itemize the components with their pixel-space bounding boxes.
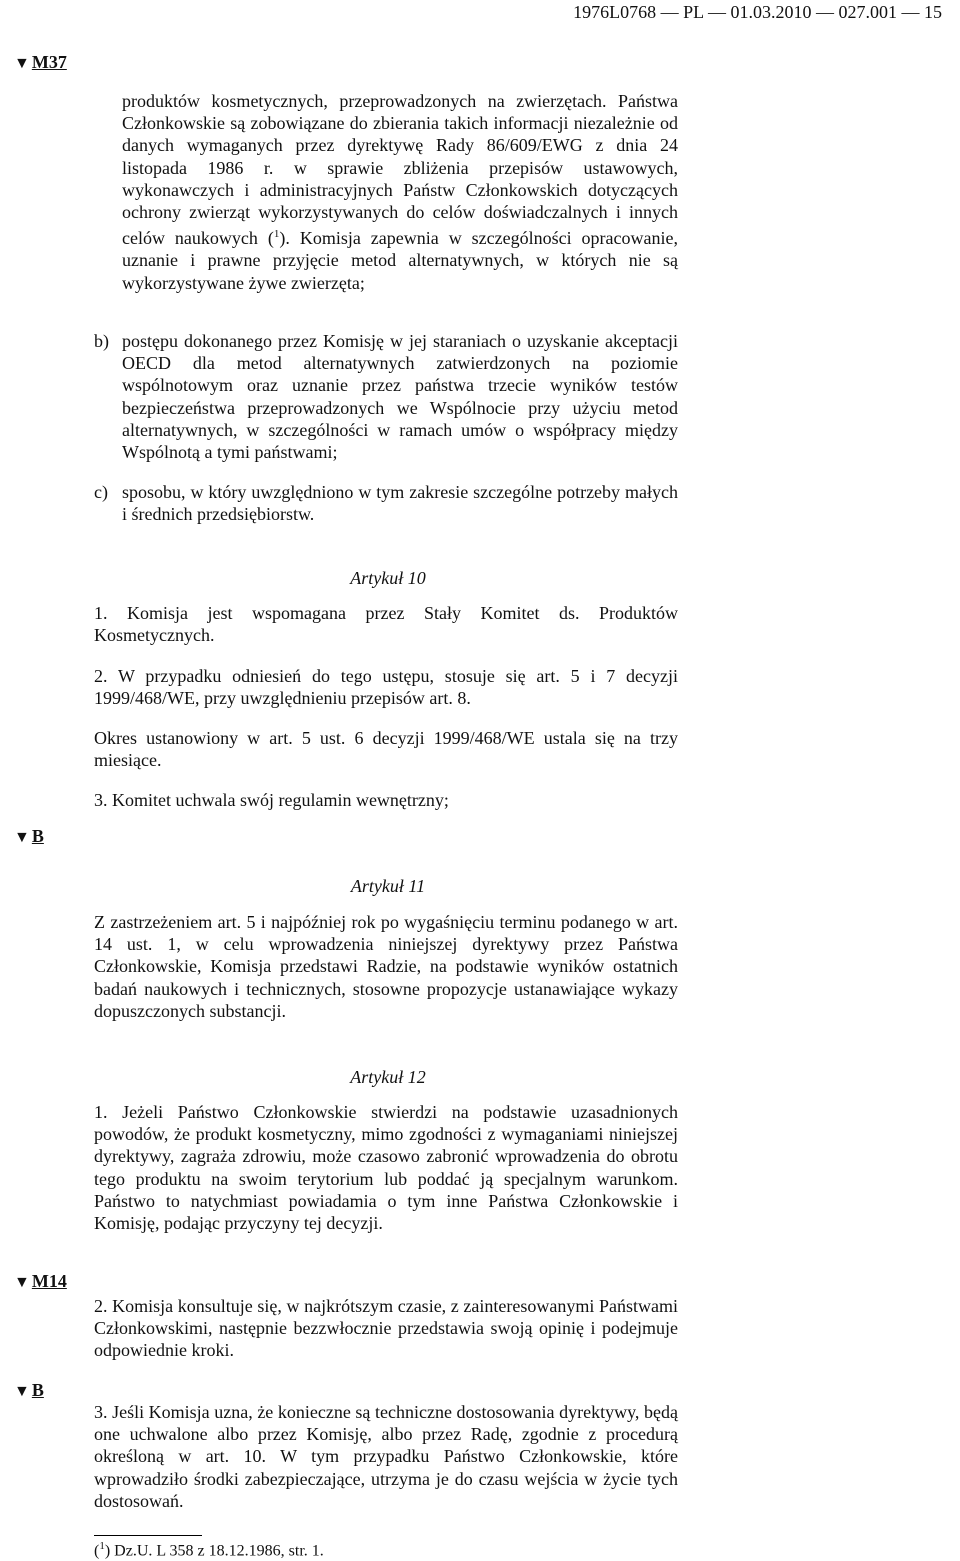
paragraph-a-continuation: produktów kosmetycznych, przeprowadzonych na zwierzętach. Państwa Członkowskie są zobowiązane do zbierania takich informacji niezależnie od danych wymaganych przez dyrektywę Rady 86/609/EWG z dnia 24 listopada 1986 r. w sprawie zbliżenia przepisów ustawowych, wykonawczych i administracyjnych Państw Członkowskich dotyczących ochrony zwierząt wykorzystywanych do celów doświadczalnych i innych celów naukowych ($^1$). Komisja zapewnia w szczególności opracowanie, uznanie i prawne przyjęcie metod alternatywnych, w których nie są wykorzystywane żywe zwierzęta;: [122, 91, 679, 293]
footnote-text: Dz.U. L 358 z 18.12.1986, str. 1.: [114, 1542, 324, 1560]
article-12-paragraph-3: 3. Jeśli Komisja uzna, że konieczne są techniczne dostosowania dyrektywy, będą one uchwalone albo przez Komisję, albo przez Radę, zgodnie z procedurą określoną w art. 10. W tym przypadku Państwo Członkowskie, które wprowadziło środki zabezpieczające, utrzyma je do czasu wejścia w życie tych dostosowań.: [94, 1402, 678, 1511]
article-11-paragraph: Z zastrzeżeniem art. 5 i najpóźniej rok po wygaśnięciu terminu podanego w art. 14 ust. 1, w celu wprowadzenia niniejszej dyrektywy przez Państwa Członkowskie, Komisja przedstawi Radzie, na podstawie wyników ostatnich badań naukowych i technicznych, stosowne propozycje ustanawiające wykazy dopuszczonych substancji.: [94, 912, 678, 1021]
article-12-title: Artykuł 12: [350, 1067, 426, 1087]
amendment-marker-m37[interactable]: ▼ M37: [14, 52, 67, 72]
article-10-paragraph-1: 1. Komisja jest wspomagana przez Stały Komitet ds. Produktów Kosmetycznych.: [94, 603, 678, 646]
list-item-label: b): [94, 331, 109, 351]
list-item-text: postępu dokonanego przez Komisję w jej staraniach o uzyskanie akceptacji OECD dla metod alternatywnych zatwierdzonych na poziomie wspólnotowym oraz uznanie przez państwa trzecie wyników testów bezpieczeństwa przeprowadzonych we Wspólnocie przy użyciu metod alternatywnych, w szczególności w ramach umów o współpracy między Wspólnotą a tymi państwami;: [122, 331, 678, 463]
list-item-c: [94, 481, 678, 525]
article-10-paragraph-2: 2. W przypadku odniesień do tego ustępu, stosuje się art. 5 i 7 decyzji 1999/468/WE, przy uwzględnieniu przepisów art. 8.: [94, 666, 678, 709]
amendment-marker-m14[interactable]: ▼ M14: [14, 1271, 67, 1291]
article-10-paragraph-4: 3. Komitet uchwala swój regulamin wewnętrzny;: [94, 790, 449, 810]
amendment-marker-b[interactable]: ▼ B: [14, 1380, 44, 1400]
article-10-paragraph-3: Okres ustanowiony w art. 5 ust. 6 decyzji 1999/468/WE ustala się na trzy miesiące.: [94, 728, 678, 771]
list-item-b: [94, 330, 678, 463]
list-item-label: c): [94, 482, 108, 502]
footnote-reference[interactable]: 1: [273, 228, 280, 241]
list-item-text: sposobu, w który uwzględniono w tym zakresie szczególne potrzeby małych i średnich przedsiębiorstw.: [122, 482, 678, 525]
footnote-separator: [94, 1535, 202, 1536]
footnote-mark: 1: [99, 1540, 105, 1552]
triangle-down-icon: ▼: [14, 829, 30, 846]
article-10-title: Artykuł 10: [350, 568, 426, 588]
triangle-down-icon: ▼: [14, 55, 30, 72]
article-11-title: Artykuł 11: [350, 876, 426, 896]
triangle-down-icon: ▼: [14, 1383, 30, 1400]
amendment-marker-b[interactable]: ▼ B: [14, 826, 44, 846]
footnote: ($^1$) Dz.U. L 358 z 18.12.1986, str. 1.: [94, 1540, 324, 1560]
article-12-paragraph-1: 1. Jeżeli Państwo Członkowskie stwierdzi na podstawie uzasadnionych powodów, że produkt kosmetyczny, mimo zgodności z wymaganiami niniejszej dyrektywy, zagraża zdrowiu, może czasowo zabronić wprowadzenia do obrotu tego produktu na swoim terytorium lub poddać ją specjalnym warunkom. Państwo to natychmiast powiadamia o tym inne Państwa Członkowskie i Komisję, podając przyczyny tej decyzji.: [94, 1102, 678, 1234]
article-12-paragraph-2: 2. Komisja konsultuje się, w najkrótszym czasie, z zainteresowanymi Państwami Członkowskimi, następnie bezzwłocznie przedstawia swoją opinię i podejmuje odpowiednie kroki.: [94, 1296, 678, 1361]
page-header-reference: 1976L0768 — PL — 01.03.2010 — 027.001 — 15: [573, 2, 942, 22]
triangle-down-icon: ▼: [14, 1274, 30, 1291]
